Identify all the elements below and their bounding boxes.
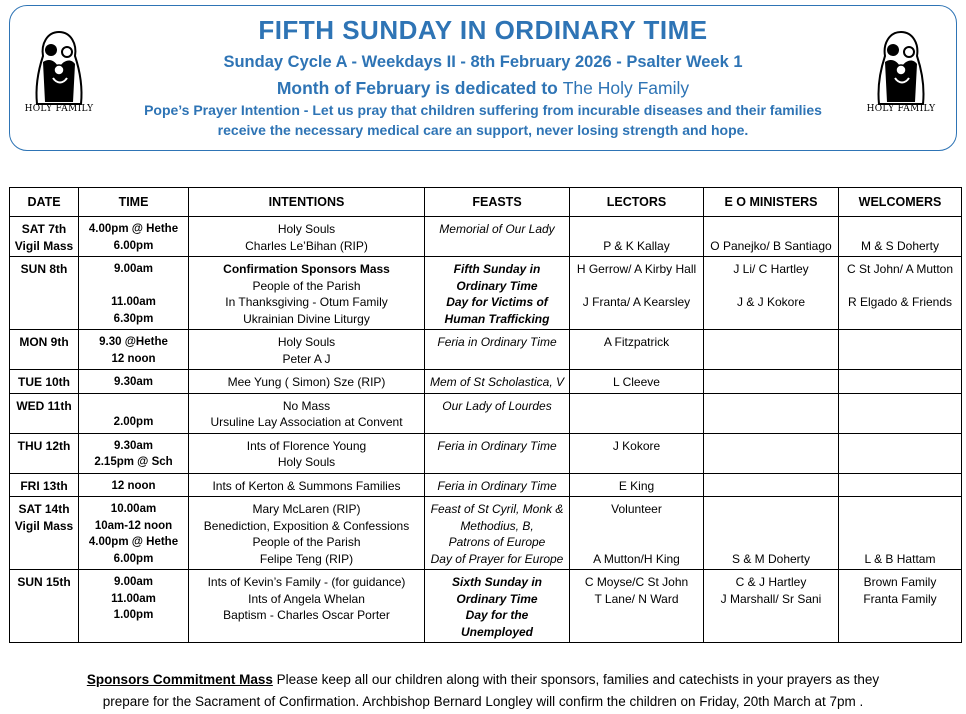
cell-intentions xyxy=(189,433,425,473)
lectors-line: J Kokore xyxy=(612,438,661,453)
cell-date xyxy=(10,497,79,570)
column-header: TIME xyxy=(79,188,189,217)
lectors-line: A Fitzpatrick xyxy=(603,335,670,349)
feasts-line: Unemployed xyxy=(460,624,533,639)
cell-feasts xyxy=(425,257,570,330)
cell-ministers xyxy=(704,570,839,643)
feasts-line: Ordinary Time xyxy=(456,591,538,606)
time-line: 1.00pm xyxy=(113,609,154,621)
time-line: 4.00pm @ Hethe xyxy=(88,223,179,235)
cell-lectors xyxy=(570,257,704,330)
cell-lectors xyxy=(570,370,704,394)
holy-family-icon xyxy=(29,28,89,108)
table-row xyxy=(10,257,962,330)
time-line: 9.30am xyxy=(113,376,153,388)
table-header-row xyxy=(10,188,962,217)
cell-ministers xyxy=(704,370,839,394)
column-header: FEASTS xyxy=(425,188,570,217)
lectors-line xyxy=(570,278,703,295)
cell-welcomers xyxy=(839,473,962,497)
cell-date xyxy=(10,570,79,643)
intentions-line: Baptism - Charles Oscar Porter xyxy=(223,608,390,622)
cell-welcomers xyxy=(839,217,962,257)
cell-date xyxy=(10,330,79,370)
cell-feasts xyxy=(425,217,570,257)
time-line: 9.30 @Hethe xyxy=(99,336,168,348)
time-line: 9.00am xyxy=(113,576,153,588)
cell-date xyxy=(10,257,79,330)
ministers-line: J Marshall/ Sr Sani xyxy=(720,591,822,606)
cell-feasts xyxy=(425,330,570,370)
cell-date xyxy=(10,217,79,257)
date-line: SUN 15th xyxy=(17,575,71,589)
welcomers-line xyxy=(839,518,961,535)
footer-heading: Sponsors Commitment Mass xyxy=(86,672,273,687)
cell-intentions xyxy=(189,473,425,497)
cell-time xyxy=(79,217,189,257)
cell-intentions xyxy=(189,393,425,433)
intentions-line: Ints of Angela Whelan xyxy=(248,591,365,606)
time-line: 12 noon xyxy=(111,479,156,492)
feasts-line: Ordinary Time xyxy=(456,278,538,293)
ministers-line: C & J Hartley xyxy=(735,575,807,589)
intentions-line: Ursuline Lay Association at Convent xyxy=(210,415,403,429)
lectors-line: J Franta/ A Kearsley xyxy=(582,295,691,309)
lectors-line: T Lane/ N Ward xyxy=(594,591,679,606)
cell-ministers xyxy=(704,217,839,257)
intentions-line: Ukrainian Divine Liturgy xyxy=(243,311,370,326)
table-row xyxy=(10,473,962,497)
page-subtitle: Sunday Cycle A - Weekdays II - 8th February 2026 - Psalter Week 1 xyxy=(223,53,743,71)
feasts-line: Day for Victims of xyxy=(446,295,548,309)
time-line: 2.00pm xyxy=(113,416,154,428)
date-line: WED 11th xyxy=(16,398,72,413)
table-row xyxy=(10,393,962,433)
column-header: INTENTIONS xyxy=(189,188,425,217)
cell-time xyxy=(79,257,189,330)
cell-feasts xyxy=(425,370,570,394)
intentions-line: Benediction, Exposition & Confessions xyxy=(203,518,410,533)
time-line xyxy=(79,398,188,415)
welcomers-line xyxy=(839,221,961,238)
ministers-line xyxy=(704,278,838,295)
lectors-line: L Cleeve xyxy=(613,375,660,389)
cell-feasts xyxy=(425,393,570,433)
feasts-line: Day for the xyxy=(465,608,529,622)
welcomers-line: M & S Doherty xyxy=(860,238,940,253)
column-header: DATE xyxy=(10,188,79,217)
intentions-line: Ints of Kerton & Summons Families xyxy=(212,478,401,493)
ministers-line: O Panejko/ B Santiago xyxy=(710,238,832,253)
date-line: Vigil Mass xyxy=(14,238,74,253)
time-line: 11.00am xyxy=(111,296,156,308)
cell-welcomers xyxy=(839,570,962,643)
page-title: FIFTH SUNDAY IN ORDINARY TIME xyxy=(258,15,708,45)
ministers-line xyxy=(704,518,838,535)
welcomers-line: R Elgado & Friends xyxy=(847,295,953,309)
ministers-line: J & J Kokore xyxy=(736,295,806,309)
time-line: 9.30am xyxy=(113,439,153,452)
holy-family-logo-left xyxy=(24,28,94,123)
intentions-line: Ints of Kevin’s Family - (for guidance) xyxy=(207,575,406,589)
intentions-line: Felipe Teng (RIP) xyxy=(259,551,354,566)
time-line: 2.15pm @ Sch xyxy=(94,456,173,468)
lectors-line: A Mutton/H King xyxy=(593,551,680,566)
cell-time xyxy=(79,570,189,643)
intentions-line: People of the Parish xyxy=(252,278,361,293)
welcomers-line: L & B Hattam xyxy=(864,551,936,566)
cell-lectors xyxy=(570,570,704,643)
cell-intentions xyxy=(189,497,425,570)
cell-intentions xyxy=(189,570,425,643)
cell-lectors xyxy=(570,473,704,497)
cell-feasts xyxy=(425,433,570,473)
feasts-line: Sixth Sunday in xyxy=(451,575,542,589)
intentions-line: Peter A J xyxy=(282,351,331,366)
date-line: MON 9th xyxy=(19,335,69,349)
footer-text-1: Please keep all our children along with their sponsors, families and catechists in your prayers as they xyxy=(272,672,880,687)
feasts-line: Feria in Ordinary Time xyxy=(437,478,557,493)
feasts-line: Feria in Ordinary Time xyxy=(437,438,557,453)
cell-time xyxy=(79,393,189,433)
welcomers-line: C St John/ A Mutton xyxy=(846,262,954,276)
cell-date xyxy=(10,393,79,433)
table-row xyxy=(10,370,962,394)
date-line: FRI 13th xyxy=(20,478,68,493)
feasts-line: Methodius, B, xyxy=(460,518,534,533)
ministers-line: J Li/ C Hartley xyxy=(733,262,809,276)
logo-caption: HOLY FAMILY xyxy=(24,104,94,114)
feasts-line: Memorial of Our Lady xyxy=(439,222,555,236)
time-line xyxy=(79,278,188,295)
table-row xyxy=(10,570,962,643)
lectors-line: C Moyse/C St John xyxy=(584,575,689,589)
footer-line-1 xyxy=(9,672,957,687)
date-line: TUE 10th xyxy=(17,375,70,389)
cell-welcomers xyxy=(839,433,962,473)
cell-date xyxy=(10,473,79,497)
cell-lectors xyxy=(570,217,704,257)
cell-lectors xyxy=(570,330,704,370)
cell-welcomers xyxy=(839,497,962,570)
cell-date xyxy=(10,370,79,394)
table-row xyxy=(10,497,962,570)
time-line: 10am-12 noon xyxy=(94,519,173,532)
cell-feasts xyxy=(425,497,570,570)
intentions-line: Holy Souls xyxy=(277,222,336,236)
intentions-line: Mary McLaren (RIP) xyxy=(252,502,361,516)
cell-time xyxy=(79,330,189,370)
time-line: 6.00pm xyxy=(113,552,154,565)
feasts-line: Fifth Sunday in xyxy=(453,262,541,276)
cell-feasts xyxy=(425,570,570,643)
ministers-line xyxy=(704,534,838,551)
intentions-line: Confirmation Sponsors Mass xyxy=(223,262,390,276)
feasts-line: Mem of St Scholastica, V xyxy=(429,375,565,389)
lectors-line xyxy=(570,518,703,535)
welcomers-line: Franta Family xyxy=(863,591,937,606)
cell-intentions xyxy=(189,370,425,394)
cell-ministers xyxy=(704,433,839,473)
table-row xyxy=(10,433,962,473)
cell-welcomers xyxy=(839,257,962,330)
lectors-line: E King xyxy=(618,478,655,493)
time-line: 9.00am xyxy=(113,263,153,275)
feasts-line: Feast of St Cyril, Monk & xyxy=(430,502,564,516)
month-prefix: Month of February is dedicated to xyxy=(276,78,558,98)
date-line: Vigil Mass xyxy=(14,518,74,533)
cell-intentions xyxy=(189,217,425,257)
month-dedication xyxy=(100,78,866,99)
time-line: 6.00pm xyxy=(113,239,154,252)
cell-time xyxy=(79,433,189,473)
feasts-line: Our Lady of Lourdes xyxy=(442,398,552,413)
cell-feasts xyxy=(425,473,570,497)
holy-family-icon xyxy=(871,28,931,108)
ministers-line: S & M Doherty xyxy=(731,551,811,566)
month-dedication-name: The Holy Family xyxy=(562,78,690,98)
cell-welcomers xyxy=(839,330,962,370)
feasts-line: Feria in Ordinary Time xyxy=(437,335,557,349)
footer-line-2: prepare for the Sacrament of Confirmation. Archbishop Bernard Longley will confirm the children on Friday, 20th March at 7pm . xyxy=(102,694,864,709)
cell-ministers xyxy=(704,330,839,370)
cell-ministers xyxy=(704,393,839,433)
holy-family-logo-right xyxy=(866,28,936,123)
time-line: 10.00am xyxy=(110,503,157,515)
lectors-line xyxy=(570,221,703,238)
date-line: SUN 8th xyxy=(20,262,68,276)
lectors-line xyxy=(570,534,703,551)
intentions-line: Holy Souls xyxy=(277,455,336,469)
logo-caption: HOLY FAMILY xyxy=(866,104,936,114)
column-header: WELCOMERS xyxy=(839,188,962,217)
intentions-line: Ints of Florence Young xyxy=(246,438,367,453)
table-body xyxy=(10,217,962,643)
table-row xyxy=(10,217,962,257)
intentions-line: Charles Le’Bihan (RIP) xyxy=(245,238,368,253)
pope-intention-line-2: receive the necessary medical care an support, never losing strength and hope. xyxy=(217,122,749,138)
time-line: 12 noon xyxy=(111,352,156,365)
intentions-line: People of the Parish xyxy=(252,535,361,549)
time-line: 4.00pm @ Hethe xyxy=(88,536,179,548)
feasts-line: Patrons of Europe xyxy=(448,535,546,549)
cell-intentions xyxy=(189,330,425,370)
lectors-line: H Gerrow/ A Kirby Hall xyxy=(576,262,697,276)
column-header: LECTORS xyxy=(570,188,704,217)
column-header: E O MINISTERS xyxy=(704,188,839,217)
intentions-line: No Mass xyxy=(282,398,331,413)
table-row xyxy=(10,330,962,370)
welcomers-line xyxy=(839,278,961,295)
cell-ministers xyxy=(704,257,839,330)
welcomers-line: Brown Family xyxy=(863,575,937,589)
cell-lectors xyxy=(570,497,704,570)
lectors-line: P & K Kallay xyxy=(603,238,670,253)
date-line: THU 12th xyxy=(17,438,71,453)
cell-welcomers xyxy=(839,393,962,433)
cell-time xyxy=(79,473,189,497)
intentions-line: In Thanksgiving - Otum Family xyxy=(225,295,388,309)
lectors-line: Volunteer xyxy=(611,502,662,516)
ministers-line xyxy=(704,501,838,518)
cell-lectors xyxy=(570,393,704,433)
welcomers-line xyxy=(839,534,961,551)
cell-time xyxy=(79,370,189,394)
time-line: 11.00am xyxy=(111,592,156,605)
feasts-line: Day of Prayer for Europe xyxy=(430,551,564,566)
date-line: SAT 14th xyxy=(18,502,70,516)
cell-intentions xyxy=(189,257,425,330)
welcomers-line xyxy=(839,501,961,518)
cell-ministers xyxy=(704,497,839,570)
ministers-line xyxy=(704,221,838,238)
mass-schedule-table xyxy=(9,187,962,643)
pope-intention-line-1: Pope’s Prayer Intention - Let us pray that children suffering from incurable diseases and their families xyxy=(144,102,822,118)
intentions-line: Mee Yung ( Simon) Sze (RIP) xyxy=(227,375,386,389)
cell-time xyxy=(79,497,189,570)
cell-date xyxy=(10,433,79,473)
feasts-line: Human Trafficking xyxy=(444,311,550,326)
date-line: SAT 7th xyxy=(21,222,67,236)
time-line: 6.30pm xyxy=(113,312,154,325)
cell-lectors xyxy=(570,433,704,473)
intentions-line: Holy Souls xyxy=(277,335,336,349)
cell-ministers xyxy=(704,473,839,497)
cell-welcomers xyxy=(839,370,962,394)
